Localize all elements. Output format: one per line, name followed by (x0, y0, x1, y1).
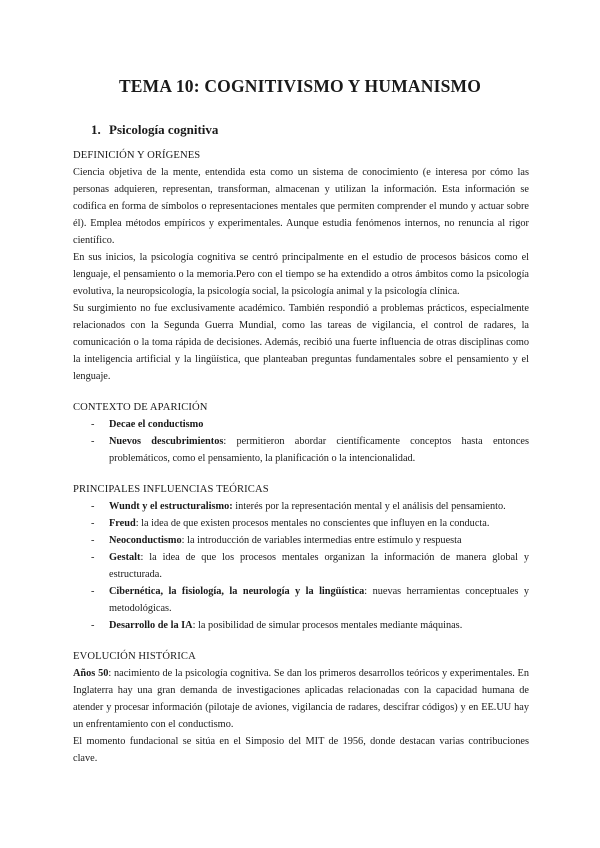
paragraph-definicion-2: En sus inicios, la psicología cognitiva se centró principalmente en el estudio de procesos básicos como el lenguaje, el pensamiento o la memoria.Pero con el tiempo se ha extendido a otros ámbitos como la psicología evolutiva, la neuropsicología, la psicología social, la psicología animal y la psicología clínica. (73, 252, 529, 297)
paragraph-evolucion-2: El momento fundacional se sitúa en el Simposio del MIT de 1956, donde destacan varias contribuciones clave. (73, 736, 529, 764)
list-item (73, 549, 529, 583)
list-item-term: Desarrollo de la IA (109, 620, 193, 631)
dash-bullet: - (91, 419, 95, 430)
list-item-term: Nuevos descubrimientos (109, 436, 224, 447)
list-item-term: Gestalt (109, 552, 141, 563)
list-item-text: : la idea de que los procesos mentales organizan la información de manera global y estructurada. (109, 552, 529, 580)
section-number: 1. (91, 122, 101, 137)
dash-bullet: - (91, 518, 95, 529)
list-item (73, 583, 529, 617)
list-item (73, 532, 529, 549)
subsection-heading-evolucion: EVOLUCIÓN HISTÓRICA (73, 651, 196, 662)
list-item (73, 515, 529, 532)
dash-bullet: - (91, 620, 95, 631)
section-heading-text: Psicología cognitiva (109, 122, 219, 137)
list-item-text: : la idea de que existen procesos mentales no conscientes que influyen en la conducta. (135, 518, 490, 529)
section-heading-psicologia-cognitiva (91, 122, 218, 138)
paragraph-text: : nacimiento de la psicología cognitiva. Se dan los primeros desarrollos teóricos y experimentales. En Inglaterra hay una gran demanda de investigaciones aplicadas relacionadas con la capacidad humana de atender y procesar información (pilotaje de aviones, vigilancia de radares, descifrar códigos) y en EE.UU hay un enfrentamiento con el conductismo. (73, 668, 529, 730)
list-item-term: Freud (109, 518, 136, 529)
dash-bullet: - (91, 535, 95, 546)
influencias-list (73, 498, 529, 634)
list-item-text: : nuevas herramientas conceptuales y metodológicas. (109, 586, 529, 614)
dash-bullet: - (91, 436, 95, 447)
dash-bullet: - (91, 552, 95, 563)
list-item-term: Decae el conductismo (109, 419, 204, 430)
list-item-text: : permitieron abordar científicamente conceptos hasta entonces problemáticos, como el pensamiento, la planificación o la intencionalidad. (109, 436, 529, 464)
paragraph-definicion-1: Ciencia objetiva de la mente, entendida esta como un sistema de conocimiento (e interesa por cómo las personas adquieren, representan, transforman, almacenan y utilizan la información. Esta información se codifica en forma de símbolos o representaciones mentales que permiten comprender el mundo y actuar sobre él). Emplea métodos empíricos y experimentales. Aunque estudia fenómenos internos, no renuncia al rigor científico. (73, 167, 529, 246)
list-item-text: : la introducción de variables intermedias entre estímulo y respuesta (181, 535, 462, 546)
dash-bullet: - (91, 586, 95, 597)
list-item-term: Cibernética, la fisiología, la neurología y la lingüística (109, 586, 365, 597)
list-item-term: Neoconductismo (109, 535, 182, 546)
paragraph-evolucion-1 (73, 665, 529, 733)
list-item-text: interés por la representación mental y el análisis del pensamiento. (232, 501, 506, 512)
document-body (73, 147, 529, 767)
list-item (73, 617, 529, 634)
paragraph-definicion-3: Su surgimiento no fue exclusivamente académico. También respondió a problemas prácticos, especialmente relacionados con la Segunda Guerra Mundial, como las tareas de vigilancia, el control de radares, la comunicación o la toma rápida de decisiones. Además, recibió una fuerte influencia de otras disciplinas como la inteligencia artificial y la lingüística, que planteaban preguntas fundamentales sobre el pensamiento y el lenguaje. (73, 303, 529, 382)
list-item-term: Wundt y el estructuralismo: (109, 501, 233, 512)
paragraph-lead-term: Años 50 (73, 668, 109, 679)
subsection-heading-influencias: PRINCIPALES INFLUENCIAS TEÓRICAS (73, 484, 269, 495)
list-item (73, 416, 529, 433)
subsection-heading-definicion: DEFINICIÓN Y ORÍGENES (73, 150, 201, 161)
dash-bullet: - (91, 501, 95, 512)
document-title: TEMA 10: COGNITIVISMO Y HUMANISMO (118, 76, 482, 96)
contexto-list (73, 416, 529, 467)
subsection-heading-contexto: CONTEXTO DE APARICIÓN (73, 402, 208, 413)
list-item-text: : la posibilidad de simular procesos mentales mediante máquinas. (192, 620, 463, 631)
list-item (73, 433, 529, 467)
list-item (73, 498, 529, 515)
